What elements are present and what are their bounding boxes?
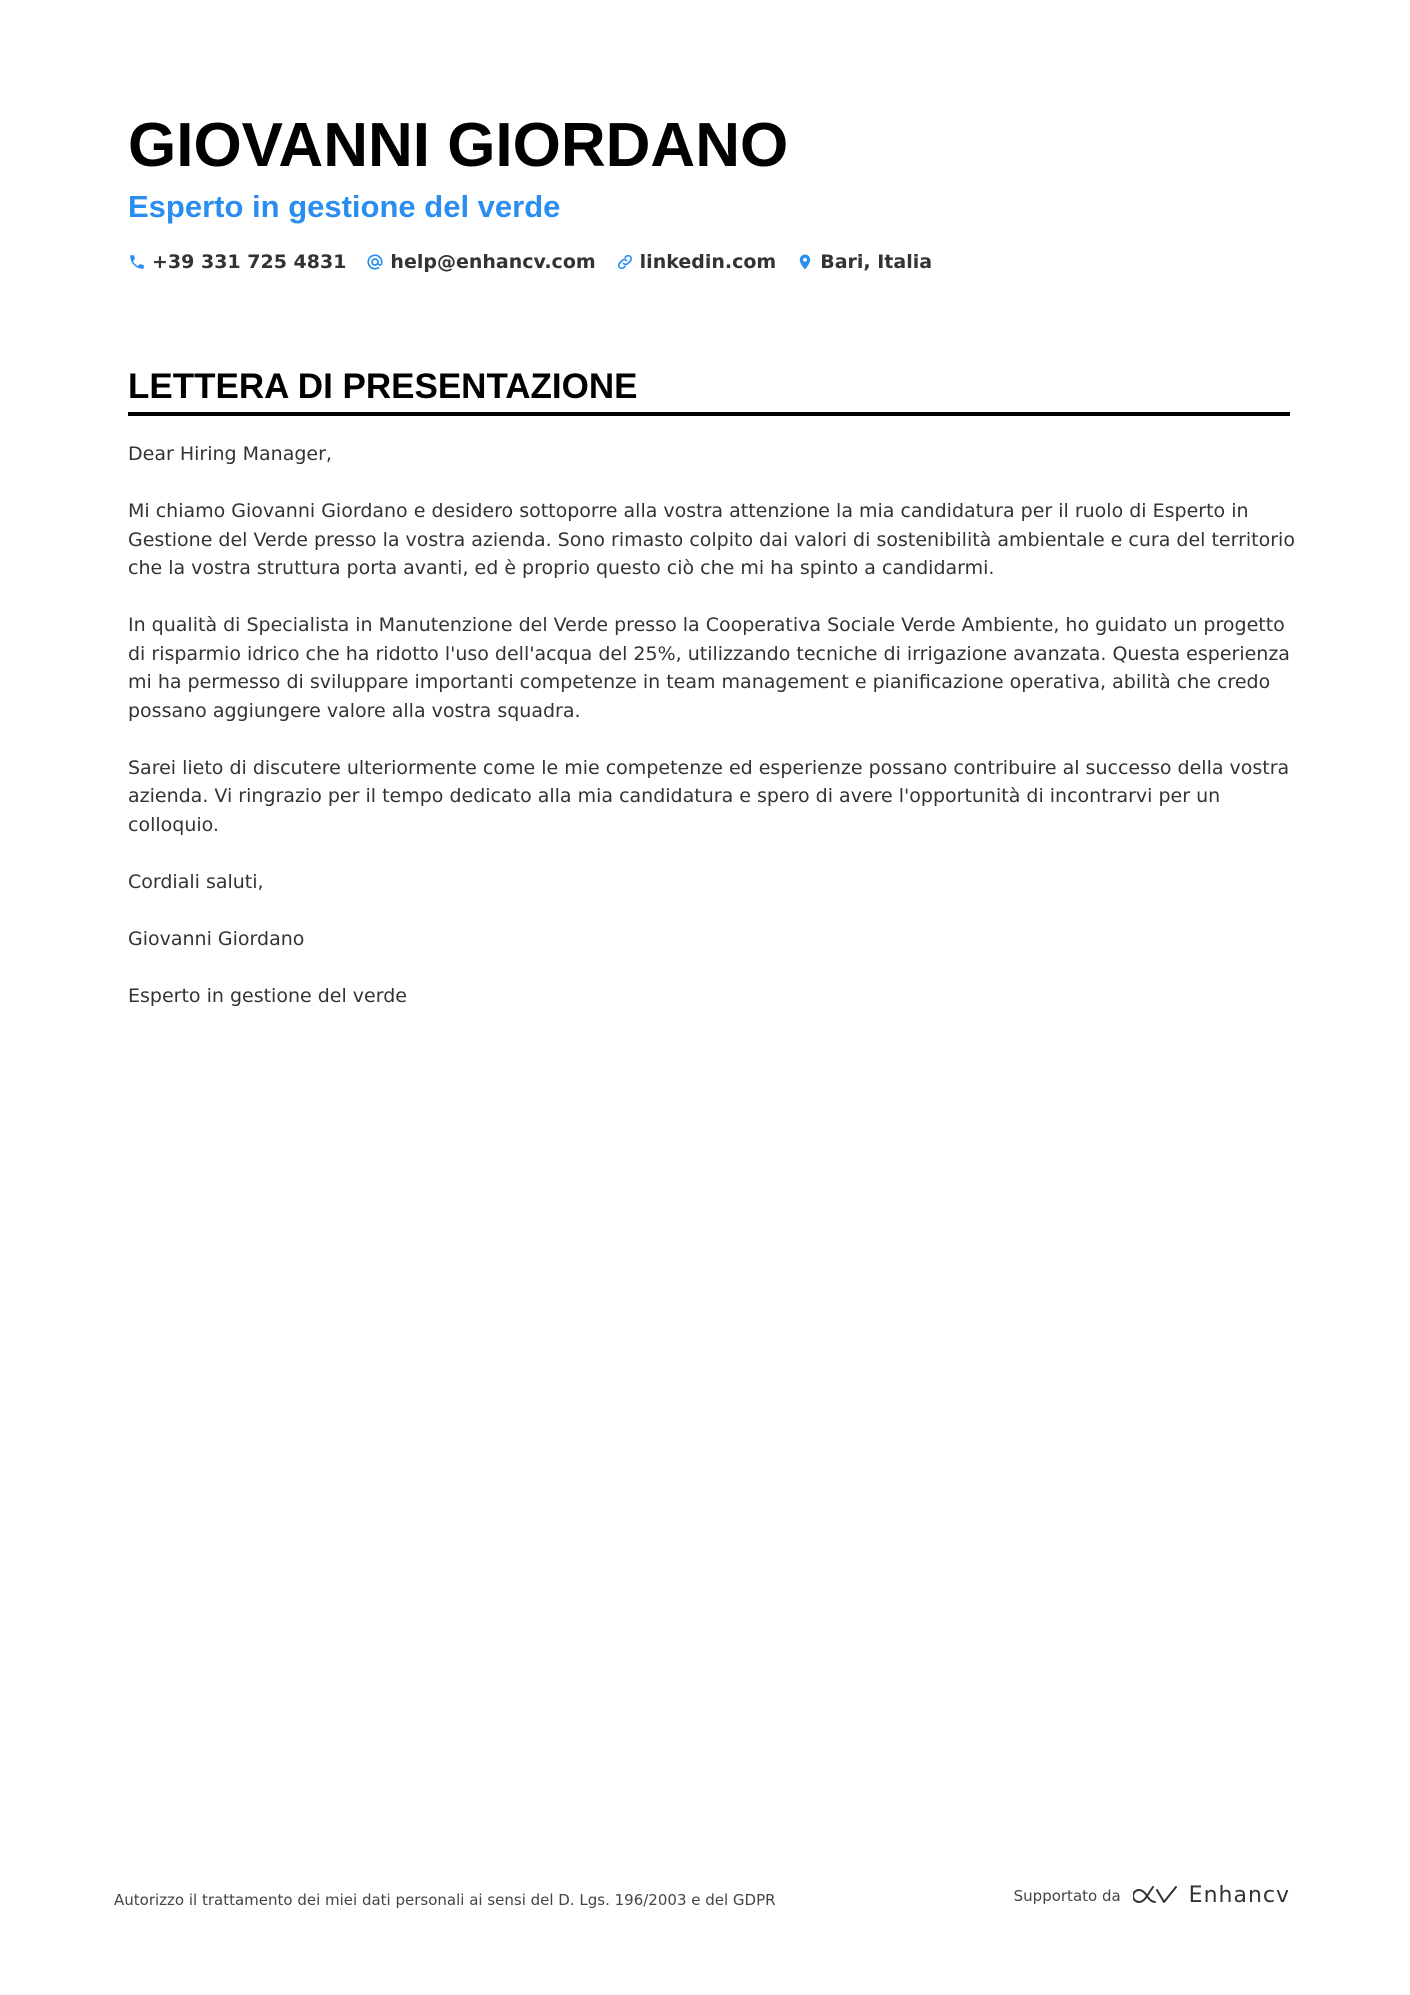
link-icon xyxy=(616,253,634,271)
location-text: Bari, Italia xyxy=(820,251,933,273)
email-text: help@enhancv.com xyxy=(390,251,596,273)
section-title: LETTERA DI PRESENTAZIONE xyxy=(128,367,638,406)
letter-paragraph: Mi chiamo Giovanni Giordano e desidero sottoporre alla vostra attenzione la mia candidatura per il ruolo di Esperto in Gestione del Verde presso la vostra azienda. Sono rimasto colpito dai valori di sostenibilità ambientale e cura del territorio che la vostra struttura porta avanti, ed è proprio questo ciò che mi ha spinto a candidarmi. xyxy=(128,500,1295,579)
powered-by-label: Supportato da xyxy=(1013,1887,1121,1905)
letter-body xyxy=(128,440,1298,1039)
enhancv-logo-icon xyxy=(1133,1884,1179,1908)
signature-name: Giovanni Giordano xyxy=(128,927,305,950)
letter-closing: Cordiali saluti, xyxy=(128,870,264,893)
contact-email[interactable] xyxy=(366,250,595,274)
header xyxy=(128,110,1290,274)
enhancv-logo xyxy=(1133,1884,1290,1908)
location-pin-icon xyxy=(796,253,814,271)
contact-phone[interactable] xyxy=(128,250,346,274)
phone-icon xyxy=(128,253,146,271)
privacy-note: Autorizzo il trattamento dei miei dati personali ai sensi del D. Lgs. 196/2003 e del GDPR xyxy=(114,1891,776,1909)
brand-name: Enhancv xyxy=(1188,1883,1290,1908)
phone-text: +39 331 725 4831 xyxy=(152,251,347,273)
linkedin-text: linkedin.com xyxy=(639,251,777,273)
letter-greeting: Dear Hiring Manager, xyxy=(128,443,332,465)
letter-paragraph: Sarei lieto di discutere ulteriormente come le mie competenze ed esperienze possano contribuire al successo della vostra azienda. Vi ringrazio per il tempo dedicato alla mia candidatura e spero di avere l'opportunità di incontrarvi per un colloquio. xyxy=(128,756,1290,836)
contact-bar xyxy=(128,250,1290,274)
signature-title: Esperto in gestione del verde xyxy=(128,984,407,1007)
section-heading xyxy=(128,366,1290,416)
section-divider xyxy=(128,412,1290,416)
contact-location xyxy=(796,250,932,274)
letter-paragraph: In qualità di Specialista in Manutenzione del Verde presso la Cooperativa Sociale Verde Ambiente, ho guidato un progetto di risparmio idrico che ha ridotto l'uso dell'acqua del 25%, utilizzando tecniche di irrigazione avanzata. Questa esperienza mi ha permesso di sviluppare importanti competenze in team management e pianificazione operativa, abilità che credo possano aggiungere valore alla vostra squadra. xyxy=(128,614,1290,722)
contact-linkedin[interactable] xyxy=(616,250,777,274)
candidate-name: GIOVANNI GIORDANO xyxy=(128,111,789,180)
job-title: Esperto in gestione del verde xyxy=(128,189,561,224)
at-icon xyxy=(366,253,384,271)
powered-by[interactable] xyxy=(1014,1884,1290,1908)
